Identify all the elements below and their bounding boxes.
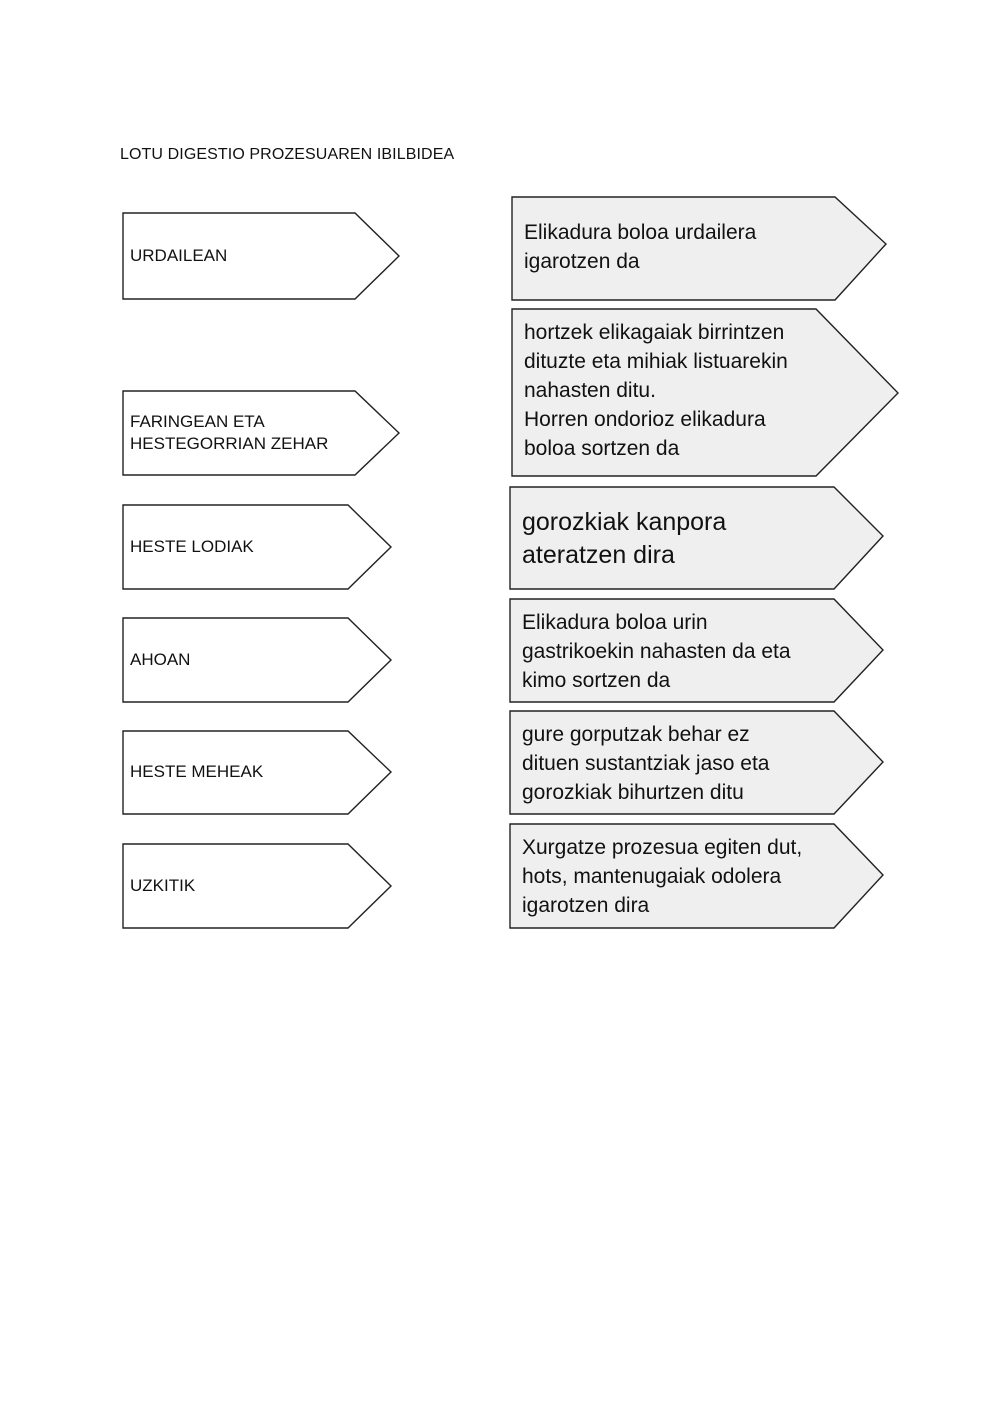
right-arrow-5[interactable] xyxy=(509,710,889,815)
right-arrow-4[interactable] xyxy=(509,598,889,703)
right-arrow-text: Xurgatze prozesua egiten dut, hots, mantenugaiak odolera igarotzen dira xyxy=(522,836,803,917)
left-arrow-1[interactable] xyxy=(122,212,402,300)
right-arrow-1[interactable] xyxy=(511,196,891,301)
right-arrow-text: gure gorputzak behar ez dituen sustantziak jaso eta gorozkiak bihurtzen ditu xyxy=(522,723,770,804)
right-arrow-text: Elikadura boloa urdailera igarotzen da xyxy=(524,221,757,273)
right-arrow-6[interactable] xyxy=(509,823,889,929)
left-arrow-4[interactable] xyxy=(122,617,394,703)
left-arrow-6[interactable] xyxy=(122,843,394,929)
left-arrow-label: FARINGEAN ETA HESTEGORRIAN ZEHAR xyxy=(130,412,329,453)
left-arrow-label: URDAILEAN xyxy=(130,246,228,265)
right-arrow-text: Elikadura boloa urin gastrikoekin nahasten da eta kimo sortzen da xyxy=(522,611,791,692)
right-arrow-3[interactable] xyxy=(509,486,889,590)
left-arrow-label: HESTE MEHEAK xyxy=(130,762,264,781)
left-arrow-5[interactable] xyxy=(122,730,394,815)
right-arrow-text: hortzek elikagaiak birrintzen dituzte eta mihiak listuarekin nahasten ditu. Horren ondorioz elikadura boloa sortzen da xyxy=(524,321,788,460)
right-arrow-text: gorozkiak kanpora ateratzen dira xyxy=(522,508,727,569)
left-arrow-2[interactable] xyxy=(122,390,402,476)
right-arrow-2[interactable] xyxy=(511,308,903,478)
left-arrow-label: HESTE LODIAK xyxy=(130,537,254,556)
left-arrow-label: AHOAN xyxy=(130,650,191,669)
left-arrow-label: UZKITIK xyxy=(130,876,196,895)
page-title: LOTU DIGESTIO PROZESUAREN IBILBIDEA xyxy=(120,146,455,163)
left-arrow-3[interactable] xyxy=(122,504,394,590)
